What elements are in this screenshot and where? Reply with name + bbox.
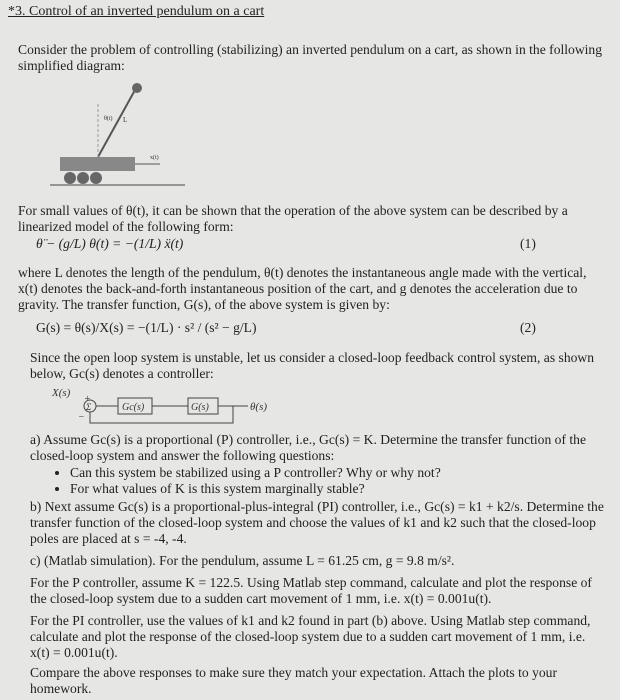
equation-1: θ̈ − (g/L) θ(t) = −(1/L) ẍ(t) [36, 236, 184, 251]
part-c: c) (Matlab simulation). For the pendulum, assume L = 61.25 cm, g = 9.8 m/s². [30, 553, 455, 568]
equation-1-number: (1) [520, 236, 536, 251]
pendulum-cart-diagram [50, 82, 190, 192]
question-stabilize: • Can this system be stabilized using a P controller? Why or why not? [70, 465, 620, 481]
question-marginal: • For what values of K is this system marginally stable? [70, 481, 620, 497]
part-a: a) Assume Gc(s) is a proportional (P) controller, i.e., Gc(s) = K. Determine the transfer function of the closed-loop system and answer the following questions: [30, 432, 586, 463]
length-label: L [123, 116, 128, 124]
x-label: x(t) [150, 155, 159, 161]
output-label: θ(s) [250, 401, 268, 413]
para-closed-loop: Since the open loop system is unstable, let us consider a closed-loop feedback control system, as shown below, Gc(s) denotes a controller: [30, 350, 595, 381]
equation-2-number: (2) [520, 320, 536, 335]
pi-controller-task: For the PI controller, use the values of k1 and k2 found in part (b) above. Using Matlab step command, calculate and plot the response of the closed-loop system due to a sudden cart movement of 1 mm, i.e. x(t) = 0.001u(t). [30, 613, 591, 660]
para-definitions: where L denotes the length of the pendulum, θ(t) denotes the instantaneous angle made with the vertical, x(t) denotes the back-and-forth instantaneous position of the cart, and g denotes the acceleration due to gravity. The transfer function, G(s), of the above system is given by: [18, 265, 587, 312]
minus-sign: − [78, 412, 85, 423]
controller-block: Gc(s) [122, 402, 145, 413]
plus-sign: + [84, 394, 91, 405]
feedback-block-diagram [48, 386, 308, 426]
sum-symbol: Σ [86, 402, 92, 412]
para-linearized: For small values of θ(t), it can be shown that the operation of the above system can be described by a linearized model of the following form: [18, 203, 568, 234]
part-a-questions [30, 465, 620, 497]
intro-text: Consider the problem of controlling (stabilizing) an inverted pendulum on a cart, as shown in the following simplified diagram: [18, 42, 603, 73]
theta-label: θ(t) [104, 116, 113, 122]
problem-title: *3. Control of an inverted pendulum on a cart [8, 4, 265, 19]
equation-2: G(s) = θ(s)/X(s) = −(1/L) · s² / (s² − g/L) [36, 320, 257, 335]
plant-block: G(s) [191, 402, 209, 413]
p-controller-task: For the P controller, assume K = 122.5. Using Matlab step command, calculate and plot the response of the closed-loop system due to a sudden cart movement of 1 mm, i.e. x(t) = 0.001u(t). [30, 575, 592, 606]
part-b: b) Next assume Gc(s) is a proportional-plus-integral (PI) controller, i.e., Gc(s) = k1 + k2/s. Determine the transfer function of the closed-loop system and choose the values of k1 and k2 such that the closed-loop poles are placed at s = -4, -4. [30, 499, 604, 546]
input-label: X(s) [52, 387, 71, 399]
compare-task: Compare the above responses to make sure they match your expectation. Attach the plots to your homework. [30, 665, 557, 696]
